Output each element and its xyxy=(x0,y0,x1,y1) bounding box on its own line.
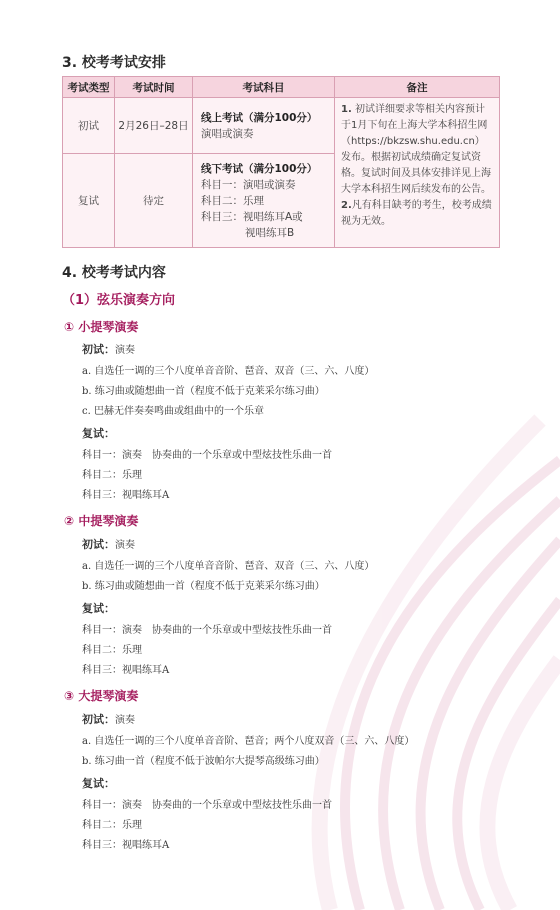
prelim-label: 初试： xyxy=(82,343,115,356)
violin-prelim-item: a. 自选任一调的三个八度单音音阶、琶音、双音（三、六、八度） xyxy=(82,366,375,377)
prelim-subject-line: 演唱或演奏 xyxy=(201,127,254,140)
row-retest-subject xyxy=(193,154,335,248)
violin-prelim-item: b. 练习曲或随想曲一首（程度不低于克莱采尔练习曲） xyxy=(82,386,325,397)
cello-retest-label: 复试： xyxy=(82,777,115,790)
viola-retest-item: 科目一：演奏 协奏曲的一个乐章或中型炫技性乐曲一首 xyxy=(82,625,332,636)
viola-retest-label: 复试： xyxy=(82,602,115,615)
violin-retest-item: 科目三：视唱练耳A xyxy=(82,490,170,501)
row-prelim-subject xyxy=(193,98,335,154)
prelim-label: 初试： xyxy=(82,713,115,726)
viola-retest-item: 科目三：视唱练耳A xyxy=(82,665,170,676)
prelim-label: 初试： xyxy=(82,538,115,551)
viola-prelim-item: a. 自选任一调的三个八度单音音阶、琶音、双音（三、六、八度） xyxy=(82,561,375,572)
cello-retest-item: 科目一：演奏 协奏曲的一个乐章或中型炫技性乐曲一首 xyxy=(82,800,332,811)
row-retest-type: 复试 xyxy=(63,154,115,248)
note-1-number: 1. xyxy=(341,104,352,115)
header-exam-time: 考试时间 xyxy=(115,77,193,98)
retest-subject-line: 科目二：乐理 xyxy=(201,194,264,207)
prelim-value: 演奏 xyxy=(115,540,135,551)
violin-prelim-item: c. 巴赫无伴奏奏鸣曲或组曲中的一个乐章 xyxy=(82,406,264,417)
notes-cell xyxy=(335,98,500,248)
violin-retest-item: 科目二：乐理 xyxy=(82,470,142,481)
viola-retest-item: 科目二：乐理 xyxy=(82,645,142,656)
exam-schedule-table xyxy=(62,76,499,247)
retest-subject-line: 视唱练耳B xyxy=(245,226,295,239)
header-notes: 备注 xyxy=(335,77,500,98)
viola-prelim xyxy=(82,536,135,552)
note-2-number: 2. xyxy=(341,200,352,211)
prelim-value: 演奏 xyxy=(115,345,135,356)
cello-prelim-item: b. 练习曲一首（程度不低于波帕尔大提琴高级练习曲） xyxy=(82,756,325,767)
retest-subject-title: 线下考试（满分100分） xyxy=(201,162,318,175)
retest-subject-line: 科目三：视唱练耳A或 xyxy=(201,210,303,223)
row-retest-time: 待定 xyxy=(115,154,193,248)
note-1-text: 初试详细要求等相关内容预计于1月下旬在上海大学本科招生网（https://bkzsw.shu.edu.cn）发布。根据初试成绩确定复试资格。复试时间及具体安排详见上海大学本科招生网后续发布的公告。 xyxy=(341,104,491,195)
cello-title: ③ 大提琴演奏 xyxy=(64,689,139,703)
viola-title: ② 中提琴演奏 xyxy=(64,514,139,528)
row-prelim-time: 2月26日–28日 xyxy=(115,98,193,154)
string-direction-title: （1）弦乐演奏方向 xyxy=(62,293,176,308)
note-2-text: 凡有科目缺考的考生，校考成绩视为无效。 xyxy=(341,200,492,227)
viola-prelim-item: b. 练习曲或随想曲一首（程度不低于克莱采尔练习曲） xyxy=(82,581,325,592)
cello-retest-item: 科目二：乐理 xyxy=(82,820,142,831)
header-exam-subject: 考试科目 xyxy=(193,77,335,98)
violin-retest-item: 科目一：演奏 协奏曲的一个乐章或中型炫技性乐曲一首 xyxy=(82,450,332,461)
cello-retest-item: 科目三：视唱练耳A xyxy=(82,840,170,851)
violin-retest-label: 复试： xyxy=(82,427,115,440)
cello-prelim-item: a. 自选任一调的三个八度单音音阶、琶音；两个八度双音（三、六、八度） xyxy=(82,736,415,747)
prelim-subject-title: 线上考试（满分100分） xyxy=(201,111,318,124)
cello-prelim xyxy=(82,711,135,727)
section-4-title: 4. 校考考试内容 xyxy=(62,265,166,281)
header-exam-type: 考试类型 xyxy=(63,77,115,98)
section-3-title: 3. 校考考试安排 xyxy=(62,55,166,71)
violin-prelim xyxy=(82,341,135,357)
retest-subject-line: 科目一：演唱或演奏 xyxy=(201,178,296,191)
row-prelim-type: 初试 xyxy=(63,98,115,154)
prelim-value: 演奏 xyxy=(115,715,135,726)
violin-title: ① 小提琴演奏 xyxy=(64,320,139,334)
